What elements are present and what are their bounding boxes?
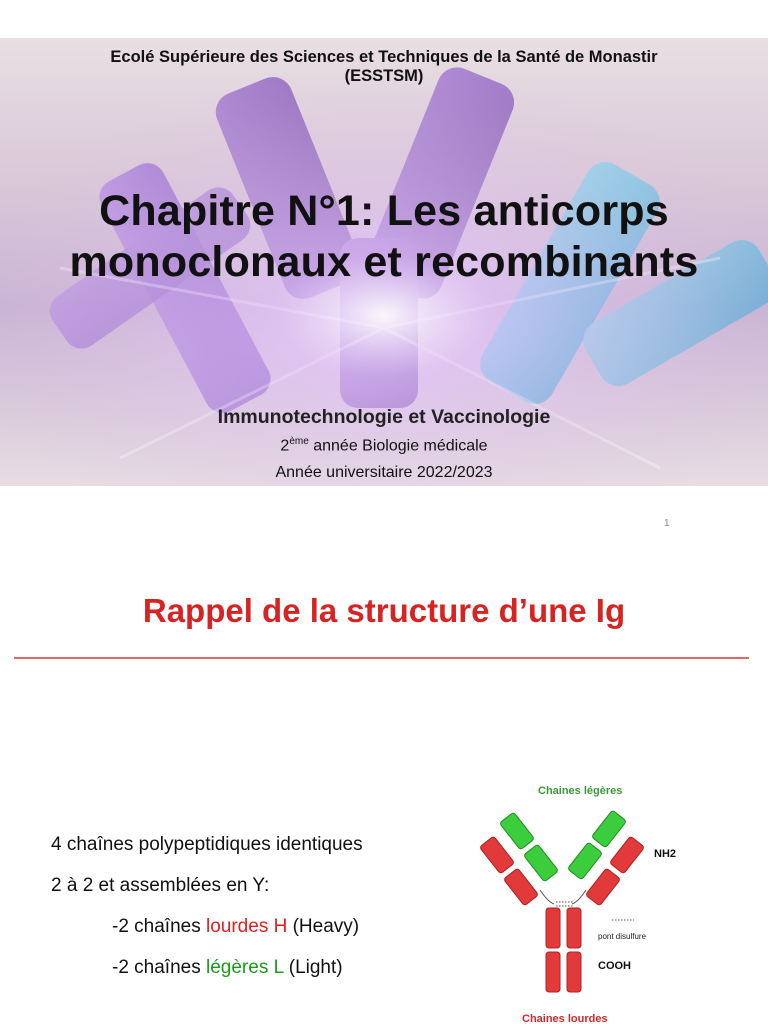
- chapter-title-line2: monoclonaux et recombinants: [69, 238, 699, 286]
- right-arm: [567, 810, 644, 906]
- bullet-line-light: [51, 956, 363, 997]
- chapter-title: [0, 186, 768, 288]
- left-heavy-ch2: [546, 908, 560, 948]
- bullet-list: [51, 833, 363, 997]
- year-program: année Biologie médicale: [308, 437, 488, 455]
- heavy-chains-label: Chaines lourdes: [522, 1013, 608, 1024]
- year-number: 2: [280, 437, 290, 455]
- page-number: 1: [664, 518, 670, 529]
- study-year: [0, 436, 768, 455]
- title-divider: [14, 657, 749, 659]
- right-light-cl: [567, 842, 602, 880]
- chapter-title-line1: Chapitre N°1: Les anticorps: [99, 187, 669, 235]
- heavy-suffix: (Heavy): [287, 916, 360, 937]
- bullet-line-heavy: [51, 915, 363, 956]
- left-heavy-vh: [479, 836, 514, 874]
- left-heavy-ch3: [546, 952, 560, 992]
- school-abbreviation: (ESSTSM): [344, 67, 424, 85]
- right-heavy-ch1: [585, 868, 620, 906]
- school-name-line1: Ecolé Supérieure des Sciences et Techniques de la Santé de Monastir: [110, 48, 658, 66]
- nh2-label: NH2: [654, 848, 677, 860]
- left-heavy-ch1: [503, 868, 538, 906]
- right-heavy-ch3: [567, 952, 581, 992]
- hinge-region: [540, 890, 586, 906]
- slide-title: Rappel de la structure d’une Ig: [142, 592, 626, 629]
- left-light-cl: [523, 844, 558, 882]
- bullet-line-1: 4 chaînes polypeptidiques identiques: [51, 834, 363, 855]
- title-slide: [0, 38, 768, 486]
- right-heavy-vh: [609, 836, 644, 874]
- heavy-prefix: -2 chaînes: [112, 916, 206, 937]
- right-light-vl: [591, 810, 626, 848]
- cooh-label: COOH: [598, 960, 631, 972]
- school-name: [0, 48, 768, 86]
- light-prefix: -2 chaînes: [112, 957, 206, 978]
- light-suffix: (Light): [283, 957, 343, 978]
- left-light-vl: [499, 812, 534, 850]
- heavy-chain-term: lourdes H: [206, 916, 288, 937]
- year-superscript: ème: [289, 436, 309, 447]
- bullet-line-2: 2 à 2 et assemblées en Y:: [51, 875, 270, 896]
- academic-year: Année universitaire 2022/2023: [275, 464, 493, 481]
- left-hinge-line: [540, 890, 554, 904]
- right-heavy-ch2: [567, 908, 581, 948]
- course-name: Immunotechnologie et Vaccinologie: [217, 406, 551, 428]
- left-arm: [479, 812, 558, 906]
- right-hinge-line: [572, 890, 586, 904]
- disulfide-label: pont disulfure: [598, 932, 647, 941]
- light-chains-label: Chaines légères: [538, 785, 623, 797]
- fc-stem: [546, 908, 581, 992]
- light-chain-term: légères L: [206, 957, 284, 978]
- immunoglobulin-diagram: [478, 778, 698, 1024]
